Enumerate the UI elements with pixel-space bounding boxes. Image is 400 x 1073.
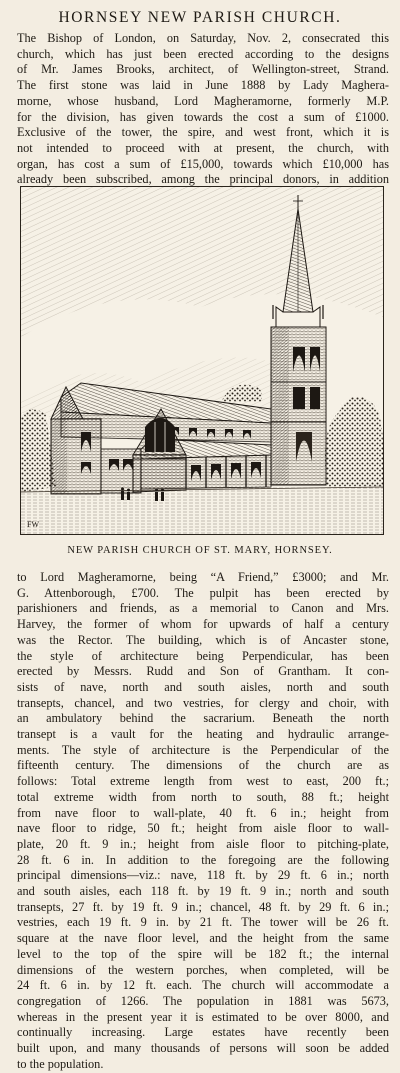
text-line: transept is a vault for the heating and hydraulic arrange- bbox=[17, 727, 389, 742]
church-illustration bbox=[21, 187, 383, 534]
text-line: principal dimensions—viz.: nave, 118 ft. by 29 ft. 6 in.; north bbox=[17, 868, 389, 883]
text-line: transepts, 27 ft. by 19 ft. 9 in.; chancel, 48 ft. by 29 ft. 6 in.; bbox=[17, 899, 389, 914]
text-line: for the division, has given towards the cost a sum of £1000. bbox=[17, 109, 389, 124]
text-line: fifteenth century. The dimensions of the church are as bbox=[17, 758, 389, 773]
tower bbox=[271, 327, 326, 485]
article-paragraph-2 bbox=[17, 570, 389, 1073]
church-engraving bbox=[20, 186, 384, 535]
text-line: built upon, and many thousands of persons will soon be added bbox=[17, 1041, 389, 1056]
text-line: morne, whose husband, Lord Magheramorne, formerly M.P. bbox=[17, 93, 389, 108]
text-line: G. Attenborough, £700. The pulpit has been erected by bbox=[17, 585, 389, 600]
text-line: ments. The style of architecture is the Perpendicular of the bbox=[17, 742, 389, 757]
text-line: continually increasing. Large estates have recently been bbox=[17, 1025, 389, 1040]
text-line: 28 ft. 6 in. In addition to the foregoing are the following bbox=[17, 852, 389, 867]
figure-caption: NEW PARISH CHURCH OF ST. MARY, HORNSEY. bbox=[67, 545, 333, 556]
text-line-last: to the population. bbox=[17, 1056, 104, 1071]
text-line: nave floor to ridge, 50 ft.; height from aisle floor to wall- bbox=[17, 821, 389, 836]
text-line: vestries, each 19 ft. 9 in. by 21 ft. The tower will be 26 ft. bbox=[17, 915, 389, 930]
text-line: whereas in the present year it is estimated to be over 8000, and bbox=[17, 1009, 389, 1024]
text-line: already been subscribed, among the principal donors, in addition bbox=[17, 172, 389, 187]
text-line: was the Rector. The building, which is of Ancaster stone, bbox=[17, 632, 389, 647]
text-line: total extreme width from north to south, 88 ft.; height bbox=[17, 789, 389, 804]
text-line: erected by Messrs. Rudd and Son of Grantham. It con- bbox=[17, 664, 389, 679]
text-line: church, which has just been erected according to the designs bbox=[17, 46, 389, 61]
article-title: HORNSEY NEW PARISH CHURCH. bbox=[58, 9, 342, 26]
text-line: organ, has cost a sum of £15,000, towards which £10,000 has bbox=[17, 156, 389, 171]
text-line: to Lord Magheramorne, being “A Friend,” £3000; and Mr. bbox=[17, 570, 389, 584]
text-line: not intended to proceed with at present, the church, with bbox=[17, 140, 389, 155]
text-line: parishioners and friends, as a memorial to Canon and Mrs. bbox=[17, 601, 389, 616]
text-line: sists of nave, north and south aisles, north and south bbox=[17, 679, 389, 694]
text-line: The Bishop of London, on Saturday, Nov. 2, consecrated this bbox=[17, 31, 389, 45]
ground bbox=[21, 485, 383, 534]
article-paragraph-1 bbox=[17, 31, 389, 188]
text-line: the style of architecture being Perpendicular, has been bbox=[17, 648, 389, 663]
text-line: transepts, chancel, and two vestries, for clergy and choir, with bbox=[17, 695, 389, 710]
artist-initials: FW bbox=[27, 520, 39, 529]
text-line: Harvey, the former of whom for upwards of half a century bbox=[17, 617, 389, 632]
text-line: The first stone was laid in June 1888 by Lady Maghera- bbox=[17, 78, 389, 93]
text-line: dimensions of the western porches, when completed, will be bbox=[17, 962, 389, 977]
text-line: follows: Total extreme length from west to east, 200 ft.; bbox=[17, 774, 389, 789]
text-line: of Mr. James Brooks, architect, of Wellington-street, Strand. bbox=[17, 62, 389, 77]
text-line: plate, 20 ft. 9 in.; height from aisle floor to pitching-plate, bbox=[17, 836, 389, 851]
text-line: an ambulatory behind the sacrarium. Beneath the north bbox=[17, 711, 389, 726]
text-line: congregation of 1266. The population in 1881 was 5673, bbox=[17, 993, 389, 1008]
text-line: level to the top of the spire will be 182 ft.; the internal bbox=[17, 946, 389, 961]
text-line: 24 ft. 6 in. by 12 ft. each. The church will accommodate a bbox=[17, 978, 389, 993]
text-line: and south aisles, each 118 ft. by 19 ft. 9 in.; north and south bbox=[17, 884, 389, 899]
text-line: Exclusive of the tower, the spire, and west front, which it is bbox=[17, 125, 389, 140]
text-line: from nave floor to wall-plate, 40 ft. 6 in.; height from bbox=[17, 805, 389, 820]
text-line: square at the nave floor level, and the height from the same bbox=[17, 931, 389, 946]
